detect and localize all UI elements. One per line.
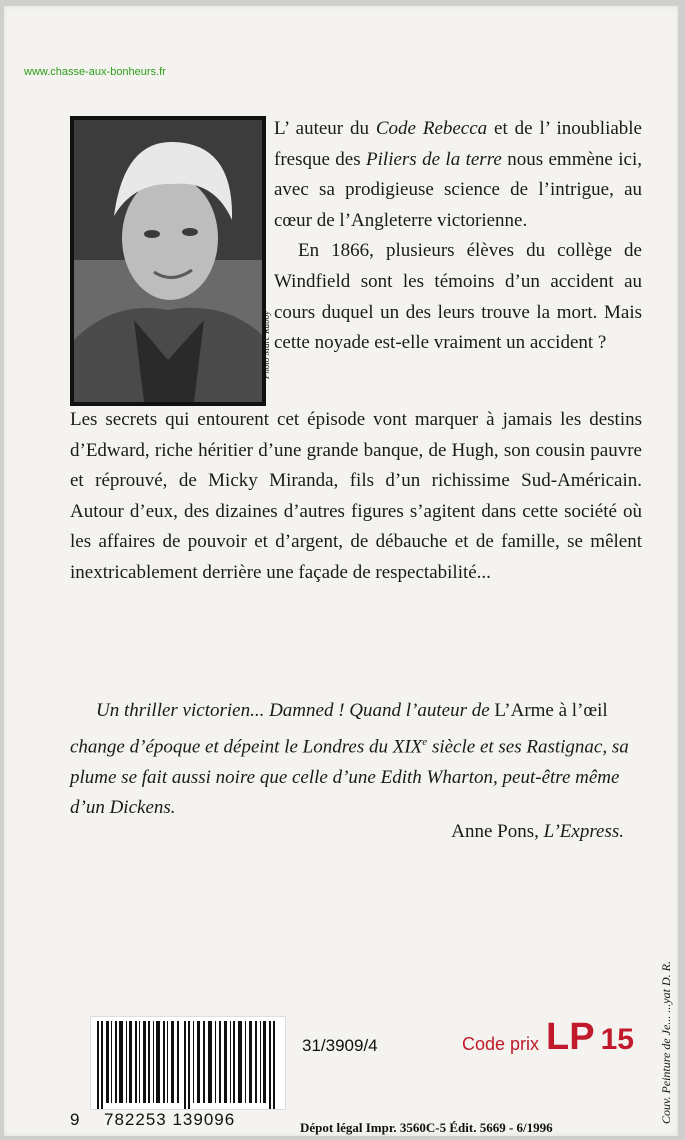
barcode (90, 1016, 286, 1110)
cover-credit: Couv. Peinture de Je... ...yat D. R. (659, 961, 673, 1124)
quote-text: change d’époque et dépeint le Londres du (70, 735, 393, 757)
blurb-text: nous emmène ici, avec sa prodigieuse science de l’intrigue, au cœur de l’Angleterre victorienne. (274, 148, 642, 231)
attribution-name: Anne Pons, (451, 821, 544, 842)
ean-prefix: 9 (70, 1110, 80, 1129)
depot-legal: Dépot légal Impr. 3560C-5 Édit. 5669 - 6/1996 (300, 1120, 553, 1135)
blurb-top (274, 114, 642, 359)
author-photo (70, 116, 271, 406)
quote-attribution (451, 821, 624, 843)
reference-code: 31/3909/4 (302, 1036, 378, 1055)
blurb-text: L’ auteur du (274, 118, 376, 139)
code-prix-label: Code prix (462, 1034, 540, 1054)
barcode-bars (91, 1017, 285, 1109)
price-code (546, 1016, 634, 1059)
century-numeral: XIX (392, 735, 423, 757)
price-code-letters: LP (546, 1016, 595, 1058)
book-title-piliers: Piliers de la terre (366, 148, 502, 170)
book-title-code-rebecca: Code Rebecca (375, 118, 488, 139)
blurb-paragraph-2-rest: Les secrets qui entourent cet épisode vont marquer à jamais les destins d’Edward, riche héritier d’une grande banque, de Hugh, son cousin pauvre et réprouvé, de Micky Miranda, fils d’un richissime Sud-Américain. Autour d’eux, des dizaines d’autres figures s’agitent dans cette société où les affaires de pouvoir et d’argent, de débauche et de famille, se mêlent inextricablement derrière une façade de respectabilité... (70, 409, 642, 583)
attribution-source: L’Express. (543, 821, 624, 842)
blurb-paragraph-1 (274, 114, 642, 236)
watermark-url: www.chasse-aux-bonheurs.fr (24, 66, 166, 78)
blurb-text: et de l’ inoubliable fresque des (274, 118, 642, 170)
ean-digits: 782253 139096 (104, 1110, 236, 1129)
photo-credit: Photo Marc Raboy (260, 310, 271, 380)
quote-text: siècle et ses Rastignac, sa plume se fait aussi noire que celle d’une Edith Wharton, peut-être même d’un Dickens. (70, 735, 629, 819)
price-code-number: 15 (600, 1023, 634, 1056)
blurb-paragraph-2-top: En 1866, plusieurs élèves du collège de Windfield sont les témoins d’un accident au cours duquel un des leurs trouve la mort. Mais cette noyade est-elle vraiment un accident ? (274, 240, 642, 354)
portrait-illustration (74, 120, 262, 402)
quote-text: Un thriller victorien... Damned ! Quand l’auteur de (96, 700, 495, 721)
book-back-cover (4, 6, 678, 1136)
press-quote (70, 696, 642, 824)
book-title-arme: L’Arme à l’œil (494, 700, 608, 721)
century-sup: e (422, 735, 428, 748)
author-portrait-image (74, 120, 271, 402)
